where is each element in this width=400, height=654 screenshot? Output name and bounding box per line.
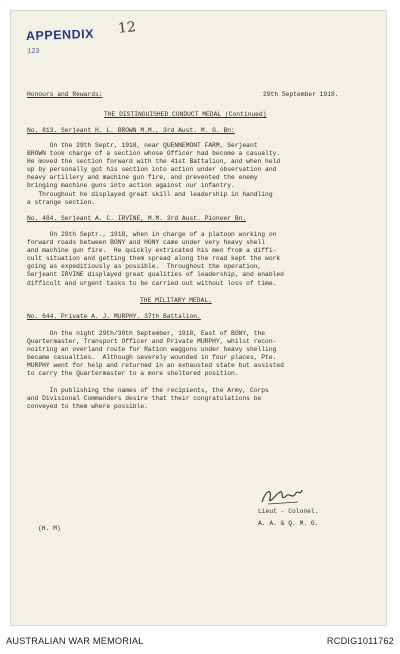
text-line: and Divisional Commanders desire that their congratulations be (27, 395, 262, 403)
handwritten-page-number: 12 (117, 19, 137, 37)
section-title-dcm: THE DISTINGUISHED CONDUCT MEDAL (Continued) (104, 111, 267, 118)
text-line: On the 29th Septr, 1918, near QUENNEMONT FARM, Serjeant (27, 142, 258, 149)
text-line: On the night 29th/30th September, 1918, East of BONY, the (27, 330, 266, 337)
text-line: In publishing the names of the recipients, the Army, Corps (27, 387, 269, 394)
text-line: bringing machine guns into action against our infantry. (27, 182, 235, 190)
paragraph-murphy (27, 330, 284, 379)
text-line: Throughout he displayed great skill and leadership in handling (27, 190, 273, 198)
header-date: 29th September 1918. (263, 91, 339, 98)
header-subject: Honours and Rewards: (27, 91, 103, 98)
text-line: a strange section. (27, 198, 96, 206)
text-line: He moved the section forward with the 41st Battalion, and when held (27, 158, 281, 166)
text-line: difficult and urgent tasks to be carried out without loss of time. (27, 279, 277, 287)
text-line: cult situation and getting them spread along the road kept the work (27, 255, 281, 263)
signature-role: A. A. & Q. M. G. (258, 520, 319, 527)
typist-initials: (H. M) (38, 525, 61, 532)
appendix-stamp: APPENDIX (25, 26, 95, 44)
footer-record-id: RCDIG1011762 (326, 636, 394, 646)
text-line: Serjeant IRVINE displayed great qualities of leadership, and enabled (27, 271, 284, 279)
text-line: forward roads between BONY and HONY came under very heavy shell (27, 239, 266, 247)
text-line: became casualties. Although severely wounded in four places, Pte. (27, 354, 277, 362)
entry-heading-murphy: No. 644. Private A. J. MURPHY. 37th Battalion. (27, 313, 201, 320)
paragraph-closing (27, 387, 269, 411)
text-line: conveyed to them where possible. (27, 403, 148, 411)
entry-heading-brown: No. 813. Serjeant H. L. BROWN M.M., 3rd Aust. M. G. Bn: (27, 127, 235, 134)
signature-rank: Lieut - Colonel. (258, 508, 319, 515)
text-line: On 29th Septr., 1918, when in charge of a platoon working on (27, 231, 277, 238)
handwritten-signature (258, 484, 304, 510)
text-line: going as expeditiously as possible. Throughout the operation, (27, 263, 262, 271)
text-line: heavy artillery and machine gun fire, and prevented the enemy (27, 174, 258, 182)
folio-number: 123 (27, 48, 40, 56)
text-line: Quartermaster, Transport Officer and Private MURPHY, whilst recon- (27, 338, 277, 346)
text-line: to carry the Quartermaster to a more sheltered position. (27, 370, 239, 378)
entry-heading-irvine: No. 484. Serjeant A. C. IRVINE, M.M. 3rd Aust. Pioneer Bn. (27, 215, 247, 222)
text-line: BROWN took charge of a section whose Officer had become a casualty. (27, 150, 281, 158)
text-line: MURPHY went for help and returned in an exhausted state but assisted (27, 362, 284, 370)
text-line: noitring an overland route for Ration waggons under heavy shelling (27, 346, 277, 354)
text-line: and machine gun fire. He quickly extricated his men from a diffi- (27, 247, 277, 255)
section-title-mm: THE MILITARY MEDAL. (140, 297, 212, 304)
text-line: up by personally got his section into action under observation and (27, 166, 277, 174)
paragraph-irvine (27, 231, 284, 288)
footer-institution: AUSTRALIAN WAR MEMORIAL (6, 636, 144, 646)
paragraph-brown (27, 142, 280, 207)
